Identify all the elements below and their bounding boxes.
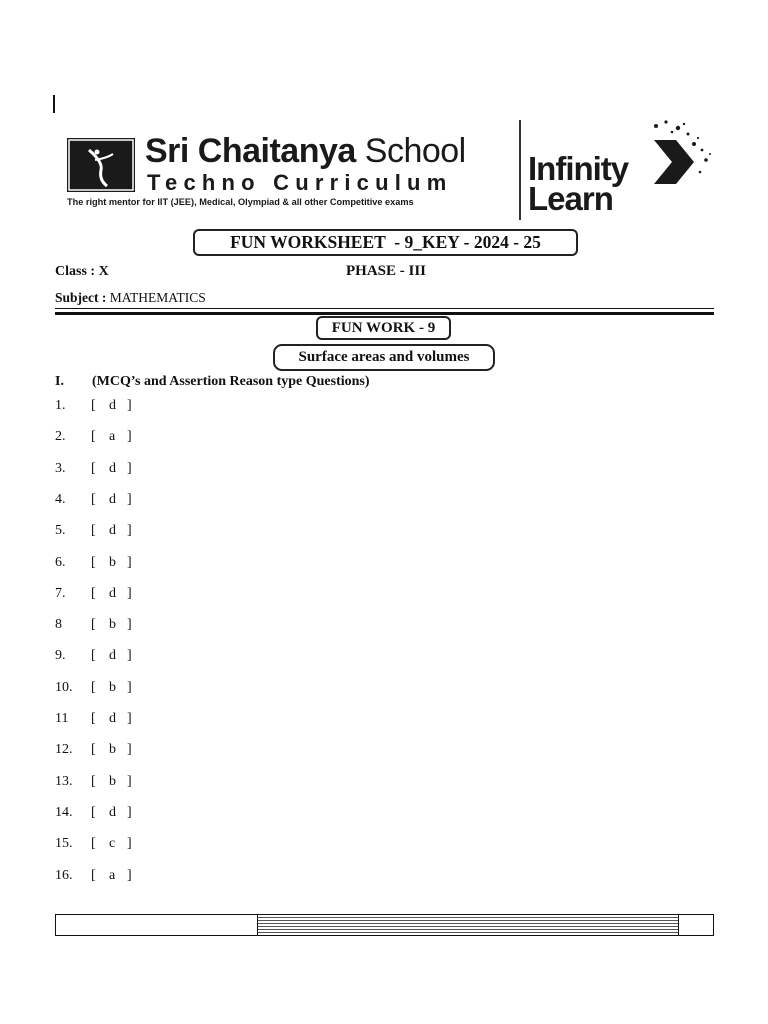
answer-bracket-close: ] bbox=[127, 398, 132, 413]
answer-option: b bbox=[109, 679, 116, 695]
answer-bracket-open: [ bbox=[91, 523, 96, 539]
footer-left-cell bbox=[56, 915, 258, 935]
fun-work-label: FUN WORK - 9 bbox=[316, 316, 451, 340]
answer-bracket-open: [ bbox=[91, 711, 96, 726]
answer-bracket-close: ] bbox=[127, 617, 132, 633]
answer-bracket-open: [ bbox=[91, 617, 96, 633]
answer-number: 16. bbox=[55, 867, 73, 883]
answer-option: d bbox=[109, 398, 116, 413]
brand-tagline: The right mentor for IIT (JEE), Medical, Olympiad & all other Competitive exams bbox=[67, 197, 414, 207]
text-cursor-mark bbox=[53, 95, 55, 113]
answer-option: d bbox=[109, 460, 116, 476]
answer-option: d bbox=[109, 585, 116, 601]
answer-number: 11 bbox=[55, 711, 69, 726]
answer-number: 7. bbox=[55, 585, 66, 601]
answer-bracket-open: [ bbox=[91, 491, 96, 507]
answer-bracket-close: ] bbox=[127, 742, 132, 758]
answer-number: 12. bbox=[55, 742, 73, 758]
answer-bracket-open: [ bbox=[91, 429, 96, 445]
subject-info bbox=[55, 290, 206, 306]
answer-option: d bbox=[109, 491, 116, 507]
answer-number: 1. bbox=[55, 398, 66, 413]
answer-bracket-open: [ bbox=[91, 867, 96, 883]
footer-right-cell bbox=[678, 915, 713, 935]
answer-number: 8 bbox=[55, 617, 62, 633]
answer-bracket-open: [ bbox=[91, 398, 96, 413]
answer-bracket-open: [ bbox=[91, 742, 96, 758]
class-info bbox=[55, 264, 109, 280]
answer-bracket-open: [ bbox=[91, 679, 96, 695]
infinity-arrow-icon bbox=[636, 118, 716, 198]
answer-number: 5. bbox=[55, 523, 66, 539]
answer-bracket-close: ] bbox=[127, 804, 132, 820]
topic-label: Surface areas and volumes bbox=[273, 344, 495, 371]
answer-bracket-open: [ bbox=[91, 648, 96, 664]
answer-number: 2. bbox=[55, 429, 66, 445]
answer-option: d bbox=[109, 648, 116, 664]
answer-bracket-open: [ bbox=[91, 804, 96, 820]
partner-logo-line2: Learn bbox=[528, 180, 613, 217]
phase-label: PHASE - III bbox=[346, 263, 427, 279]
worksheet-title: FUN WORKSHEET - 9_KEY - 2024 - 25 bbox=[193, 229, 578, 256]
subject-label: Subject : bbox=[55, 290, 107, 305]
answer-bracket-close: ] bbox=[127, 429, 132, 445]
answer-option: d bbox=[109, 804, 116, 820]
class-label: Class : bbox=[55, 264, 96, 279]
brand-main-text: Sri Chaitanya bbox=[145, 132, 356, 170]
answer-bracket-close: ] bbox=[127, 491, 132, 507]
answer-number: 13. bbox=[55, 773, 73, 789]
answer-option: d bbox=[109, 523, 116, 539]
brand-divider bbox=[519, 120, 521, 220]
answer-option: a bbox=[109, 429, 116, 445]
answer-bracket-open: [ bbox=[91, 836, 96, 852]
answer-bracket-close: ] bbox=[127, 679, 132, 695]
answer-bracket-close: ] bbox=[127, 773, 132, 789]
section-title: (MCQ’s and Assertion Reason type Questions) bbox=[92, 374, 370, 389]
brand-name bbox=[145, 132, 466, 171]
answer-option: b bbox=[109, 773, 116, 789]
brand-school-text: School bbox=[364, 132, 466, 170]
class-value: X bbox=[98, 264, 109, 279]
answer-number: 6. bbox=[55, 554, 66, 570]
answer-bracket-open: [ bbox=[91, 460, 96, 476]
answer-option: b bbox=[109, 554, 116, 570]
answer-bracket-close: ] bbox=[127, 523, 132, 539]
answer-bracket-open: [ bbox=[91, 554, 96, 570]
answer-bracket-close: ] bbox=[127, 867, 132, 883]
answer-bracket-close: ] bbox=[127, 554, 132, 570]
answer-option: c bbox=[109, 836, 116, 852]
answer-bracket-close: ] bbox=[127, 836, 132, 852]
header-rule-thin bbox=[55, 308, 714, 309]
answer-option: b bbox=[109, 617, 116, 633]
answer-number: 15. bbox=[55, 836, 73, 852]
brand-subtitle: Techno Curriculum bbox=[147, 170, 453, 195]
section-number: I. bbox=[55, 374, 64, 389]
header-rule-thick bbox=[55, 312, 714, 315]
footer-bar bbox=[55, 914, 714, 936]
answer-number: 14. bbox=[55, 804, 73, 820]
answer-number: 4. bbox=[55, 491, 66, 507]
answer-bracket-close: ] bbox=[127, 585, 132, 601]
subject-value: MATHEMATICS bbox=[109, 290, 206, 305]
answer-bracket-close: ] bbox=[127, 648, 132, 664]
footer-striped-band bbox=[258, 915, 678, 935]
answer-option: b bbox=[109, 742, 116, 758]
answer-option: d bbox=[109, 711, 116, 726]
answer-bracket-open: [ bbox=[91, 773, 96, 789]
answer-number: 3. bbox=[55, 460, 66, 476]
answer-number: 9. bbox=[55, 648, 66, 664]
sri-chaitanya-emblem-icon bbox=[67, 138, 135, 192]
answer-option: a bbox=[109, 867, 116, 883]
partner-logo-line1: Infinity bbox=[528, 150, 629, 187]
answer-bracket-close: ] bbox=[127, 460, 132, 476]
answer-number: 10. bbox=[55, 679, 73, 695]
answer-bracket-open: [ bbox=[91, 585, 96, 601]
answer-bracket-close: ] bbox=[127, 711, 132, 726]
